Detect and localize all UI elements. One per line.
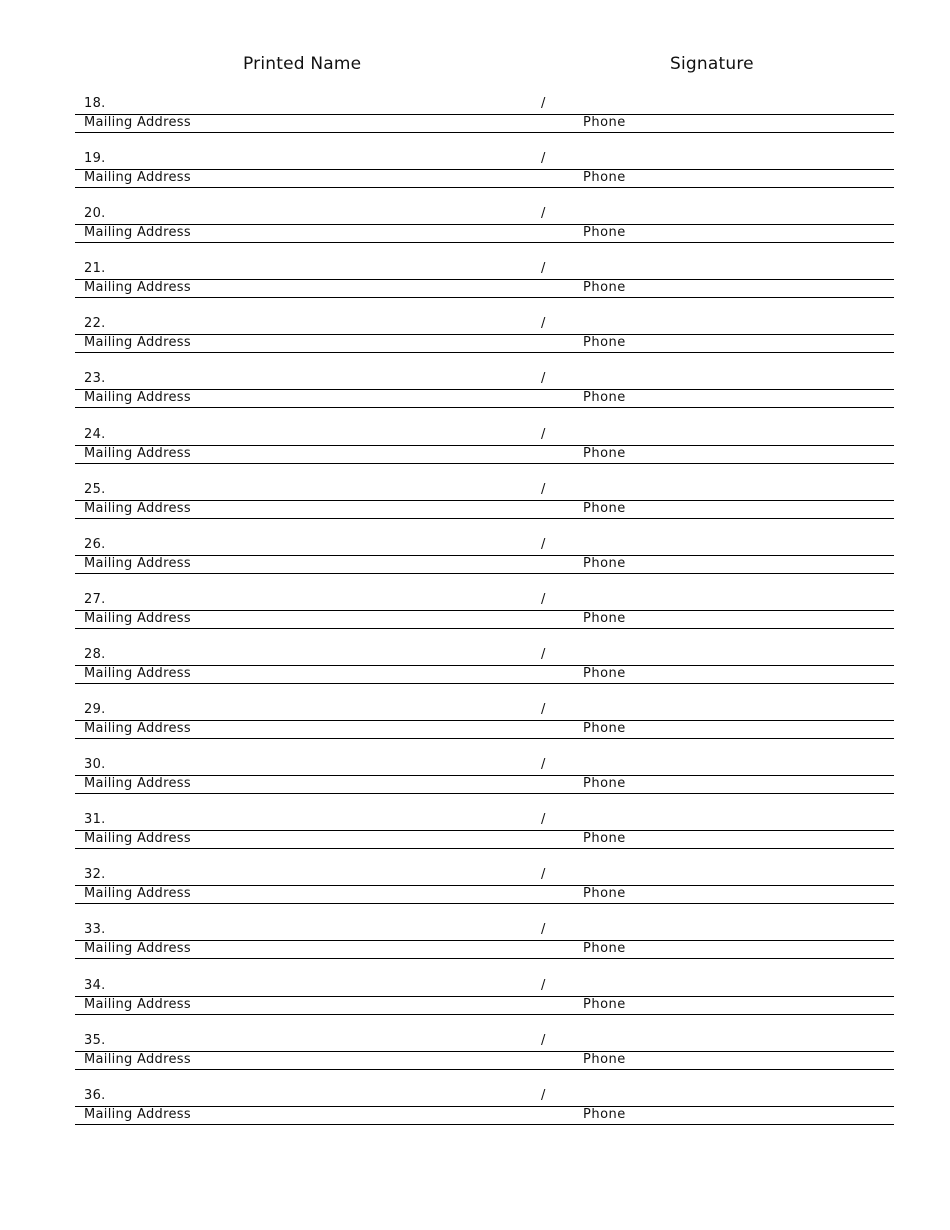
- entry-number: 36.: [84, 1087, 106, 1103]
- mailing-address-label: Mailing Address: [84, 831, 191, 847]
- mailing-address-label: Mailing Address: [84, 886, 191, 902]
- name-signature-separator: /: [541, 536, 546, 552]
- name-signature-line[interactable]: [75, 867, 894, 886]
- signature-entry: [75, 261, 894, 316]
- phone-label: Phone: [583, 776, 626, 792]
- signature-entry: [75, 427, 894, 482]
- signature-entry: [75, 812, 894, 867]
- address-phone-line[interactable]: [75, 941, 894, 959]
- signature-header: Signature: [670, 54, 754, 74]
- mailing-address-label: Mailing Address: [84, 610, 191, 626]
- name-signature-separator: /: [541, 316, 546, 332]
- entry-number: 27.: [84, 591, 106, 607]
- mailing-address-label: Mailing Address: [84, 776, 191, 792]
- entry-number: 24.: [84, 426, 106, 442]
- entry-number: 29.: [84, 702, 106, 718]
- phone-label: Phone: [583, 1106, 626, 1122]
- name-signature-line[interactable]: [75, 316, 894, 335]
- address-phone-line[interactable]: [75, 556, 894, 574]
- signature-entry: [75, 371, 894, 426]
- address-phone-line[interactable]: [75, 611, 894, 629]
- entry-number: 19.: [84, 151, 106, 167]
- signature-entry: [75, 1033, 894, 1088]
- name-signature-separator: /: [541, 757, 546, 773]
- signature-entries-list: [75, 96, 894, 1143]
- name-signature-separator: /: [541, 646, 546, 662]
- entry-number: 21.: [84, 261, 106, 277]
- mailing-address-label: Mailing Address: [84, 1051, 191, 1067]
- entry-number: 25.: [84, 481, 106, 497]
- signature-entry: [75, 647, 894, 702]
- name-signature-separator: /: [541, 96, 546, 111]
- address-phone-line[interactable]: [75, 335, 894, 353]
- mailing-address-label: Mailing Address: [84, 996, 191, 1012]
- mailing-address-label: Mailing Address: [84, 115, 191, 130]
- mailing-address-label: Mailing Address: [84, 721, 191, 737]
- name-signature-line[interactable]: [75, 261, 894, 280]
- name-signature-line[interactable]: [75, 702, 894, 721]
- address-phone-line[interactable]: [75, 1107, 894, 1125]
- phone-label: Phone: [583, 280, 626, 296]
- name-signature-separator: /: [541, 151, 546, 167]
- mailing-address-label: Mailing Address: [84, 170, 191, 186]
- mailing-address-label: Mailing Address: [84, 941, 191, 957]
- signature-entry: [75, 1088, 894, 1143]
- entry-number: 30.: [84, 757, 106, 773]
- name-signature-line[interactable]: [75, 922, 894, 941]
- entry-number: 32.: [84, 867, 106, 883]
- name-signature-separator: /: [541, 702, 546, 718]
- name-signature-line[interactable]: [75, 647, 894, 666]
- name-signature-separator: /: [541, 261, 546, 277]
- name-signature-line[interactable]: [75, 96, 894, 115]
- phone-label: Phone: [583, 610, 626, 626]
- name-signature-separator: /: [541, 591, 546, 607]
- name-signature-line[interactable]: [75, 978, 894, 997]
- entry-number: 23.: [84, 371, 106, 387]
- mailing-address-label: Mailing Address: [84, 335, 191, 351]
- mailing-address-label: Mailing Address: [84, 445, 191, 461]
- phone-label: Phone: [583, 445, 626, 461]
- name-signature-line[interactable]: [75, 537, 894, 556]
- signature-entry: [75, 978, 894, 1033]
- phone-label: Phone: [583, 886, 626, 902]
- signature-entry: [75, 537, 894, 592]
- signature-entry: [75, 922, 894, 977]
- entry-number: 34.: [84, 977, 106, 993]
- address-phone-line[interactable]: [75, 390, 894, 408]
- mailing-address-label: Mailing Address: [84, 555, 191, 571]
- mailing-address-label: Mailing Address: [84, 665, 191, 681]
- address-phone-line[interactable]: [75, 776, 894, 794]
- entry-number: 22.: [84, 316, 106, 332]
- address-phone-line[interactable]: [75, 280, 894, 298]
- entry-number: 35.: [84, 1032, 106, 1048]
- name-signature-separator: /: [541, 867, 546, 883]
- phone-label: Phone: [583, 721, 626, 737]
- name-signature-separator: /: [541, 206, 546, 222]
- name-signature-separator: /: [541, 1032, 546, 1048]
- phone-label: Phone: [583, 170, 626, 186]
- signature-entry: [75, 757, 894, 812]
- name-signature-line[interactable]: [75, 592, 894, 611]
- signature-entry: [75, 151, 894, 206]
- signature-entry: [75, 867, 894, 922]
- address-phone-line[interactable]: [75, 446, 894, 464]
- address-phone-line[interactable]: [75, 501, 894, 519]
- name-signature-line[interactable]: [75, 206, 894, 225]
- printed-name-header: Printed Name: [243, 54, 362, 74]
- name-signature-line[interactable]: [75, 757, 894, 776]
- signature-entry: [75, 316, 894, 371]
- phone-label: Phone: [583, 996, 626, 1012]
- address-phone-line[interactable]: [75, 666, 894, 684]
- entry-number: 31.: [84, 812, 106, 828]
- name-signature-separator: /: [541, 481, 546, 497]
- name-signature-separator: /: [541, 812, 546, 828]
- address-phone-line[interactable]: [75, 886, 894, 904]
- signature-entry: [75, 482, 894, 537]
- name-signature-separator: /: [541, 371, 546, 387]
- address-phone-line[interactable]: [75, 225, 894, 243]
- entry-number: 26.: [84, 536, 106, 552]
- name-signature-line[interactable]: [75, 812, 894, 831]
- mailing-address-label: Mailing Address: [84, 1106, 191, 1122]
- name-signature-separator: /: [541, 426, 546, 442]
- signature-entry: [75, 96, 894, 151]
- phone-label: Phone: [583, 225, 626, 241]
- address-phone-line[interactable]: [75, 721, 894, 739]
- signature-entry: [75, 702, 894, 757]
- address-phone-line[interactable]: [75, 115, 894, 133]
- address-phone-line[interactable]: [75, 170, 894, 188]
- entry-number: 18.: [84, 96, 106, 111]
- column-header: [0, 54, 950, 78]
- name-signature-line[interactable]: [75, 1033, 894, 1052]
- phone-label: Phone: [583, 941, 626, 957]
- entry-number: 28.: [84, 646, 106, 662]
- phone-label: Phone: [583, 665, 626, 681]
- name-signature-separator: /: [541, 977, 546, 993]
- phone-label: Phone: [583, 335, 626, 351]
- phone-label: Phone: [583, 1051, 626, 1067]
- address-phone-line[interactable]: [75, 1052, 894, 1070]
- phone-label: Phone: [583, 831, 626, 847]
- mailing-address-label: Mailing Address: [84, 390, 191, 406]
- name-signature-separator: /: [541, 922, 546, 938]
- address-phone-line[interactable]: [75, 997, 894, 1015]
- name-signature-separator: /: [541, 1087, 546, 1103]
- phone-label: Phone: [583, 115, 626, 130]
- mailing-address-label: Mailing Address: [84, 225, 191, 241]
- phone-label: Phone: [583, 555, 626, 571]
- entry-number: 20.: [84, 206, 106, 222]
- name-signature-line[interactable]: [75, 1088, 894, 1107]
- mailing-address-label: Mailing Address: [84, 500, 191, 516]
- phone-label: Phone: [583, 500, 626, 516]
- name-signature-line[interactable]: [75, 371, 894, 390]
- entry-number: 33.: [84, 922, 106, 938]
- name-signature-line[interactable]: [75, 482, 894, 501]
- signature-entry: [75, 592, 894, 647]
- phone-label: Phone: [583, 390, 626, 406]
- name-signature-line[interactable]: [75, 427, 894, 446]
- name-signature-line[interactable]: [75, 151, 894, 170]
- signature-entry: [75, 206, 894, 261]
- mailing-address-label: Mailing Address: [84, 280, 191, 296]
- address-phone-line[interactable]: [75, 831, 894, 849]
